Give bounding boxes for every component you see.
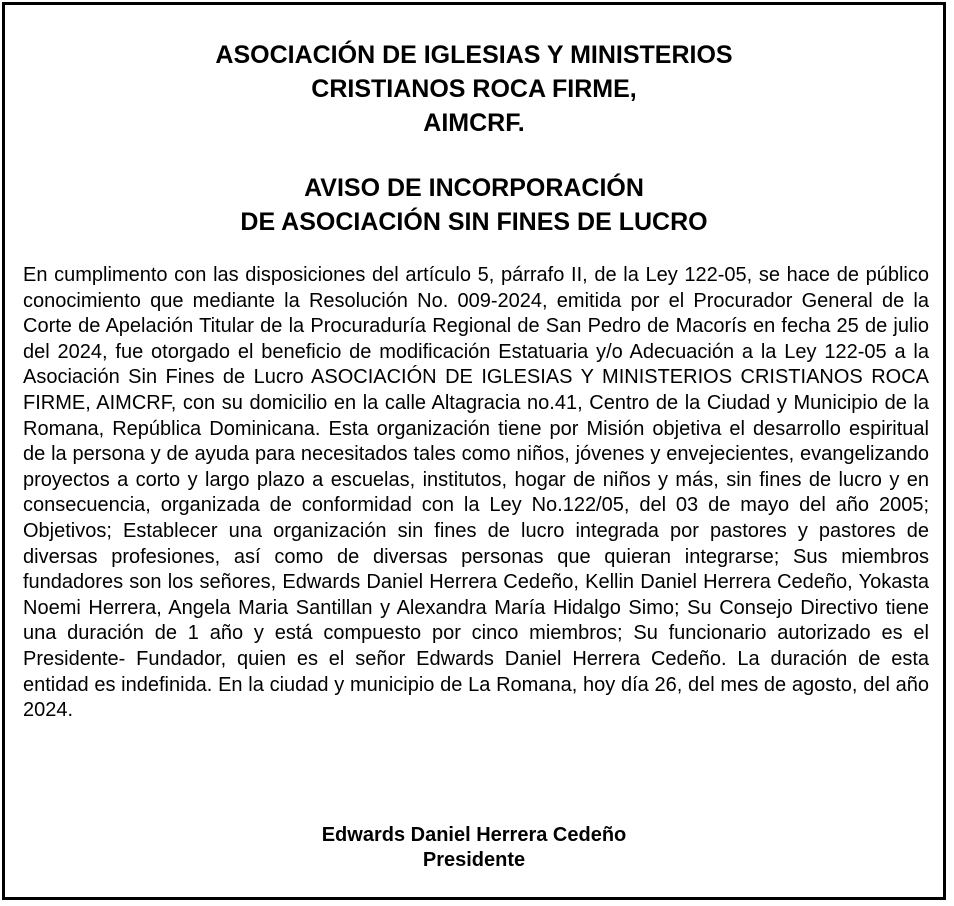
notice-body-text: En cumplimento con las disposiciones del artículo 5, párrafo II, de la Ley 122-05, se hace de público conocimiento que mediante la Resolución No. 009-2024, emitida por el Procurador General de la Corte de Apelación Titular de la Procuraduría Regional de San Pedro de Macorís en fecha 25 de julio del 2024, fue otorgado el beneficio de modificación Estatuaria y/o Adecuación a la Ley 122-05 a la Asociación Sin Fines de Lucro ASOCIACIÓN DE IGLESIAS Y MINISTERIOS CRISTIANOS ROCA FIRME, AIMCRF, con su domicilio en la calle Altagracia no.41, Centro de la Ciudad y Municipio de la Romana, República Dominicana. Esta organización tiene por Misión objetiva el desarrollo espiritual de la persona y de ayuda para necesitados tales como niños, jóvenes y envejecientes, evangelizando proyectos a corto y largo plazo a escuelas, institutos, hogar de niños y más, sin fines de lucro y en consecuencia, organizada de conformidad con la Ley No.122/05, del 03 de mayo del año 2005; Objetivos; Establecer una organización sin fines de lucro integrada por pastores y pastores de diversas profesiones, así como de diversas personas que quieran integrarse; Sus miembros fundadores son los señores, Edwards Daniel Herrera Cedeño, Kellin Daniel Herrera Cedeño, Yokasta Noemi Herrera, Angela Maria Santillan y Alexandra María Hidalgo Simo; Su Consejo Directivo tiene una duración de 1 año y está compuesto por cinco miembros; Su funcionario autorizado es el Presidente- Fundador, quien es el señor Edwards Daniel Herrera Cedeño. La duración de esta entidad es indefinida. En la ciudad y municipio de La Romana, hoy día 26, del mes de agosto, del año 2024. [23,264,929,722]
notice-title [5,171,943,239]
organization-title-line-3: AIMCRF. [423,109,525,137]
organization-title [5,38,943,140]
notice-title-line-1: AVISO DE INCORPORACIÓN [304,174,644,202]
organization-title-line-2: CRISTIANOS ROCA FIRME, [311,75,637,103]
signature-block [5,823,943,873]
organization-title-line-1: ASOCIACIÓN DE IGLESIAS Y MINISTERIOS [215,41,733,69]
signatory-name: Edwards Daniel Herrera Cedeño [321,824,627,846]
notice-title-line-2: DE ASOCIACIÓN SIN FINES DE LUCRO [240,208,708,236]
signatory-role: Presidente [422,849,526,871]
notice-frame [2,2,946,900]
